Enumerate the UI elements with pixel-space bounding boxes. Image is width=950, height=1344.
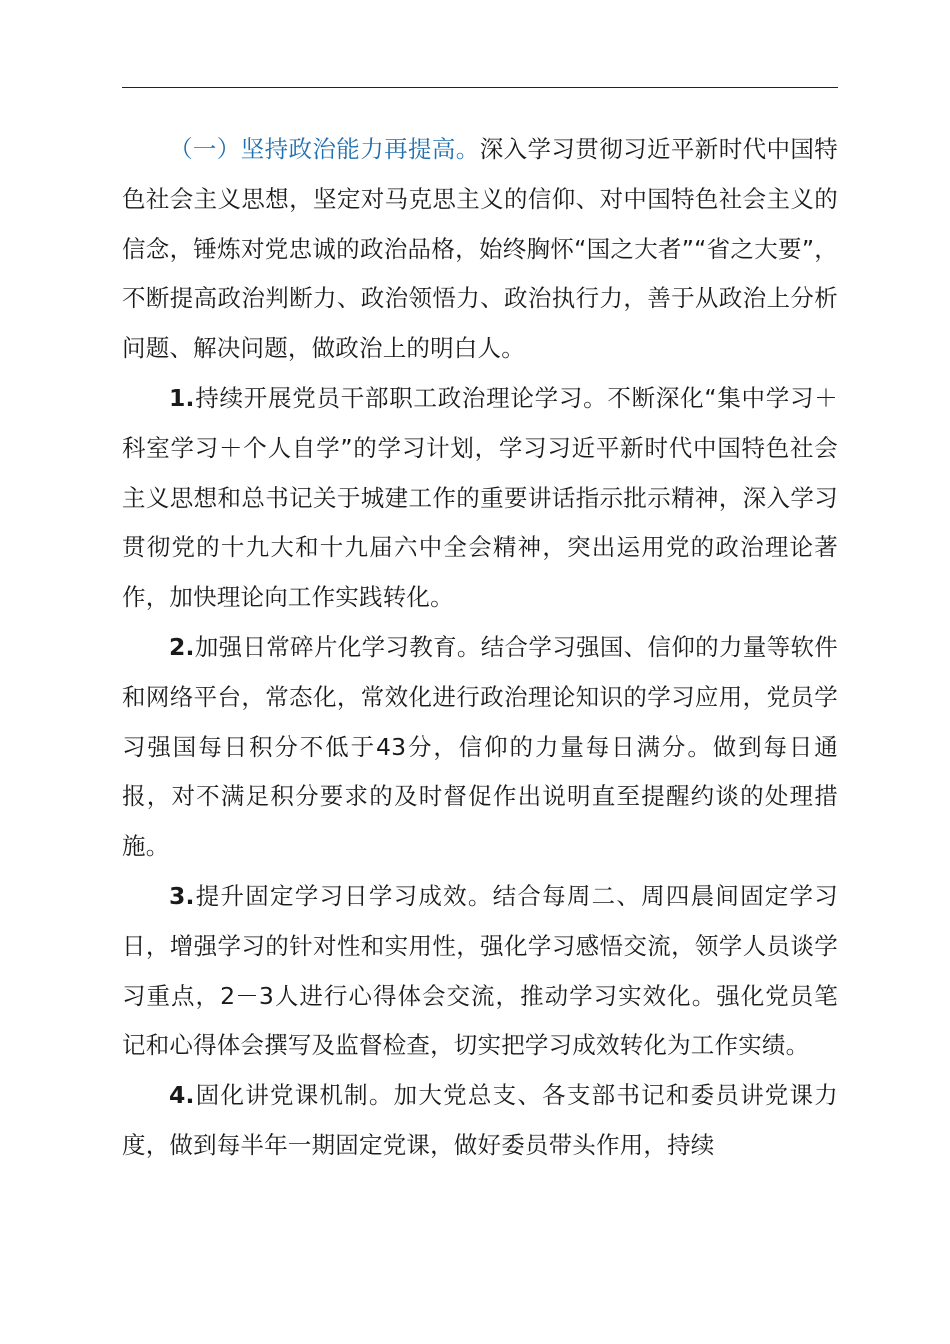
item-4-text: 固化讲党课机制。加大党总支、各支部书记和委员讲党课力度，做到每半年一期固定党课，做好委员带头作用，持续 [122,1081,838,1159]
item-4-number: 4. [169,1081,195,1110]
header-rule [122,87,838,88]
document-body [122,125,838,1171]
item-2-paragraph [122,623,838,872]
item-2-number: 2. [169,632,195,661]
item-3-paragraph [122,872,838,1071]
item-4-paragraph [122,1071,838,1171]
item-1-text: 持续开展党员干部职工政治理论学习。不断深化“集中学习＋科室学习＋个人自学”的学习计划，学习习近平新时代中国特色社会主义思想和总书记关于城建工作的重要讲话指示批示精神，深入学习贯彻党的十九大和十九届六中全会精神，突出运用党的政治理论著作，加快理论向工作实践转化。 [122,383,838,612]
item-2-text: 加强日常碎片化学习教育。结合学习强国、信仰的力量等软件和网络平台，常态化，常效化进行政治理论知识的学习应用，党员学习强国每日积分不低于43分，信仰的力量每日满分。做到每日通报，对不满足积分要求的及时督促作出说明直至提醒约谈的处理措施。 [122,632,838,861]
section-1-heading: （一）坚持政治能力再提高。 [169,135,480,163]
section-1-paragraph [122,125,838,374]
item-3-text: 提升固定学习日学习成效。结合每周二、周四晨间固定学习日，增强学习的针对性和实用性，强化学习感悟交流，领学人员谈学习重点，2－3人进行心得体会交流，推动学习实效化。强化党员笔记和心得体会撰写及监督检查，切实把学习成效转化为工作实绩。 [122,881,838,1060]
item-3-number: 3. [169,881,195,910]
item-1-paragraph [122,374,838,623]
item-1-number: 1. [169,383,195,412]
section-1-body: 深入学习贯彻习近平新时代中国特色社会主义思想，坚定对马克思主义的信仰、对中国特色社会主义的信念，锤炼对党忠诚的政治品格，始终胸怀“国之大者”“省之大要”，不断提高政治判断力、政治领悟力、政治执行力，善于从政治上分析问题、解决问题，做政治上的明白人。 [122,135,838,363]
